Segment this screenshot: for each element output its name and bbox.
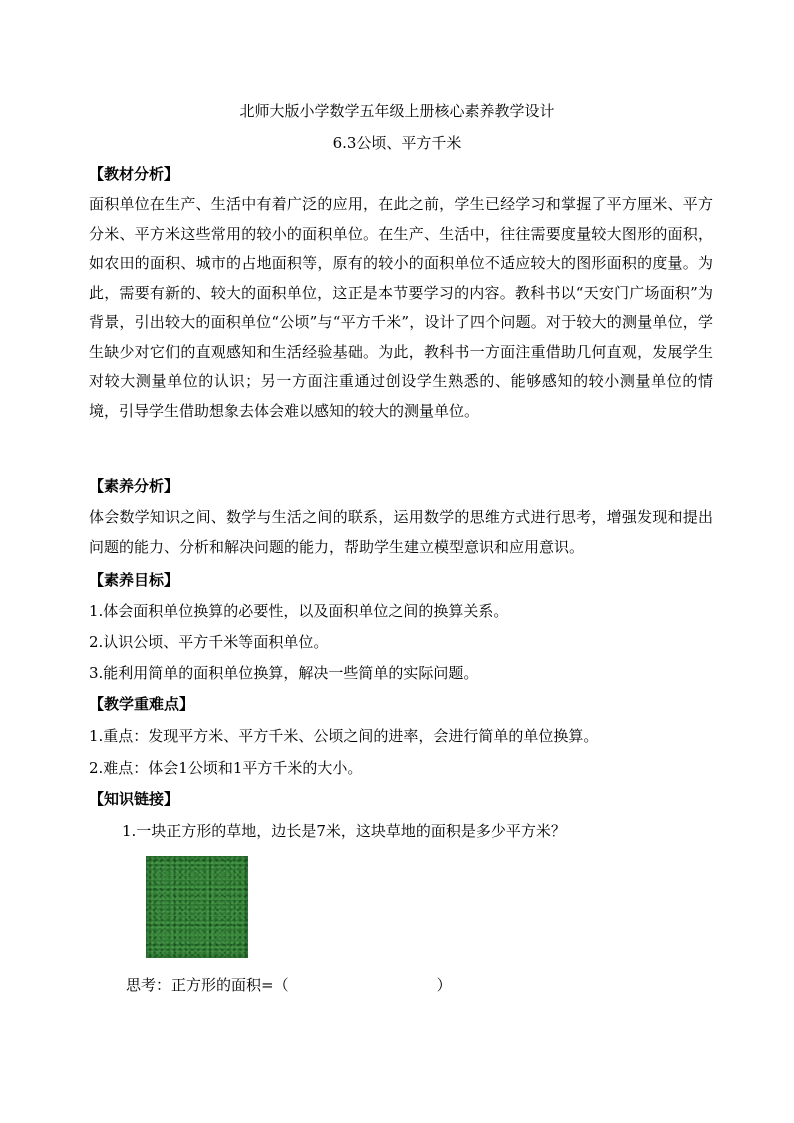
- document-title: 北师大版小学数学五年级上册核心素养教学设计: [239, 102, 555, 120]
- goal-item-2: 2.认识公顷、平方千米等面积单位。: [89, 633, 329, 651]
- think-suffix: ）: [436, 976, 452, 994]
- goal-item-3: 3.能利用简单的面积单位换算，解决一些简单的实际问题。: [89, 664, 479, 682]
- goal-item-1: 1.体会面积单位换算的必要性，以及面积单位之间的换算关系。: [89, 602, 509, 620]
- think-prompt: [126, 975, 452, 995]
- heading-literacy-goals: 【素养目标】: [89, 571, 180, 589]
- knowledge-question: 1.一块正方形的草地，边长是7米，这块草地的面积是多少平方米？: [122, 822, 566, 840]
- grass-square-image: [146, 856, 248, 958]
- think-prefix: 思考：正方形的面积=（: [126, 976, 289, 994]
- paragraph-textbook-analysis: 面积单位在生产、生活中有着广泛的应用，在此之前，学生已经学习和掌握了平方厘米、平方分米、平方米这些常用的较小的面积单位。在生产、生活中，往往需要度量较大图形的面积，如农田的面积、城市的占地面积等，原有的较小的面积单位不适应较大的图形面积的度量。为此，需要有新的、较大的面积单位，这正是本节要学习的内容。教科书以“天安门广场面积”为背景，引出较大的面积单位“公顷”与“平方千米”，设计了四个问题。对于较大的测量单位，学生缺少对它们的直观感知和生活经验基础。为此，教科书一方面注重借助几何直观，发展学生对较大测量单位的认识；另一方面注重通过创设学生熟悉的、能够感知的较小测量单位的情境，引导学生借助想象去体会难以感知的较大的测量单位。: [89, 195, 713, 420]
- heading-key-points: 【教学重难点】: [89, 695, 195, 713]
- key-point-item-2: 2.难点：体会1公顷和1平方千米的大小。: [89, 759, 363, 777]
- document-subtitle: 6.3公顷、平方千米: [332, 134, 462, 152]
- key-point-item-1: 1.重点：发现平方米、平方千米、公顷之间的进率，会进行简单的单位换算。: [89, 727, 599, 745]
- heading-knowledge-link: 【知识链接】: [89, 790, 180, 808]
- heading-literacy-analysis: 【素养分析】: [89, 477, 180, 495]
- heading-textbook-analysis: 【教材分析】: [89, 165, 180, 183]
- paragraph-literacy-analysis: 体会数学知识之间、数学与生活之间的联系，运用数学的思维方式进行思考，增强发现和提出问题的能力、分析和解决问题的能力，帮助学生建立模型意识和应用意识。: [89, 508, 713, 556]
